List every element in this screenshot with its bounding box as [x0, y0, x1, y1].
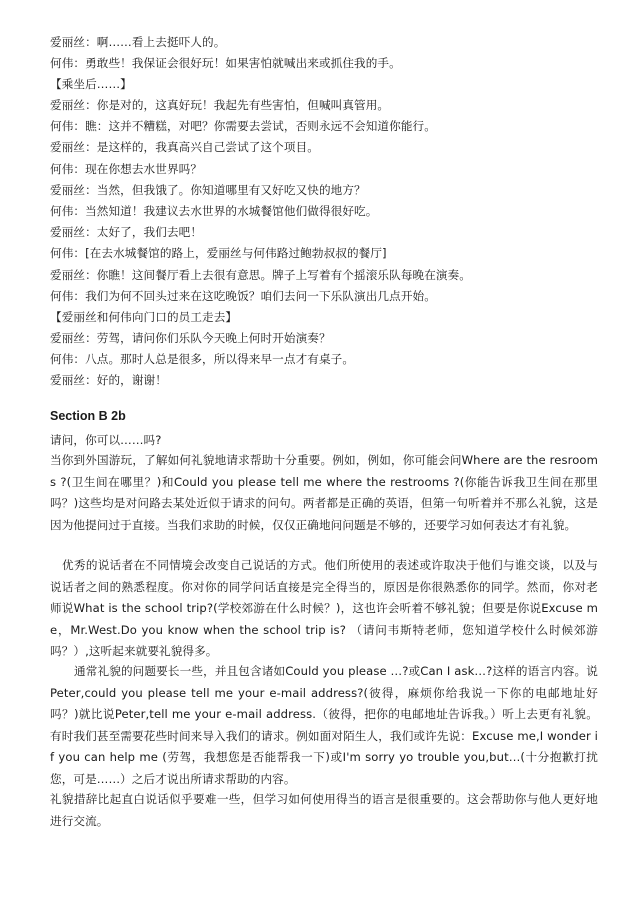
- stage-direction: 【乘坐后……】: [50, 77, 132, 91]
- paragraph: 当你到外国游玩，了解如何礼貌地请求帮助十分重要。例如，例如，你可能会问Where are the resrooms ?(卫生间在哪里？)和Could you please tell me where the restrooms ?(你能告诉我卫生间在那里吗？)这些均是对问路去某处近似于请求的问句。两者都是正确的英语，但第一句听着并不那么礼貌，这是因为他提问过于直接。当我们求助的时候，仅仅正确地问问题是不够的，还要学习如何表达才有礼貌。: [50, 453, 598, 532]
- paragraph: 通常礼貌的问题要长一些，并且包含诸如Could you please …?或Can I ask…?这样的语言内容。说Peter,could you please tell me your e-mail address?(彼得，麻烦你给我说一下你的电邮地址好吗？)就比说Peter,tell me your e-mail address.（彼得，把你的电邮地址告诉我。）听上去更有礼貌。有时我们甚至需要花些时间来导入我们的请求。例如面对陌生人，我们或许先说：Excuse me,I wonder if you can help me (劳驾，我想您是否能帮我一下)或I'm sorry yo trouble you,but…(十分抱歉打扰您，可是……）之后才说出所请求帮助的内容。: [50, 664, 598, 786]
- dialogue-line: 何伟：我们为何不回头过来在这吃晚饭？咱们去问一下乐队演出几点开始。: [50, 289, 436, 303]
- dialogue-line: 何伟：现在你想去水世界吗？: [50, 162, 203, 176]
- dialogue-line: 爱丽丝：是这样的，我真高兴自己尝试了这个项目。: [50, 140, 319, 154]
- dialogue-line: 爱丽丝：好的，谢谢！: [50, 373, 167, 387]
- dialogue-line: 爱丽丝：当然，但我饿了。你知道哪里有又好吃又快的地方？: [50, 183, 366, 197]
- dialogue-line: 爱丽丝：你是对的，这真好玩！我起先有些害怕，但喊叫真管用。: [50, 98, 390, 112]
- dialogue-line: 何伟：当然知道！我建议去水世界的水城餐馆他们做得很好吃。: [50, 204, 378, 218]
- paragraph: 优秀的说话者在不同情境会改变自己说话的方式。他们所使用的表述或许取决于他们与谁交谈，以及与说话者之间的熟悉程度。你对你的同学问话直接是完全得当的，原因是你很熟悉你的同学。然而，你对老师说What is the school trip?(学校郊游在什么时候？)，这也许会听着不够礼貌；但要是你说Excuse me，Mr.West.Do you know when the school trip is? （请问韦斯特老师，您知道学校什么时候郊游吗？）,这听起来就要礼貌得多。: [50, 558, 598, 659]
- section-heading: Section B 2b: [50, 409, 126, 423]
- dialogue-line: 何伟：瞧：这并不糟糕，对吧？你需要去尝试，否则永远不会知道你能行。: [50, 119, 436, 133]
- dialogue-line: 爱丽丝：你瞧！这间餐厅看上去很有意思。牌子上写着有个摇滚乐队每晚在演奏。: [50, 268, 471, 282]
- paragraph: 礼貌措辞比起直白说话似乎要难一些，但学习如何使用得当的语言是很重要的。这会帮助你与他人更好地进行交流。: [50, 792, 598, 828]
- section-subtitle: 请问，你可以……吗?: [50, 433, 162, 447]
- dialogue-line: 爱丽丝：啊……看上去挺吓人的。: [50, 35, 226, 49]
- stage-direction: 【爱丽丝和何伟向门口的员工走去】: [50, 310, 238, 324]
- dialogue-line: 何伟：八点。那时人总是很多，所以得来早一点才有桌子。: [50, 352, 355, 366]
- dialogue-line: 爱丽丝：太好了，我们去吧！: [50, 225, 203, 239]
- dialogue-line: 何伟：[在去水城餐馆的路上，爱丽丝与何伟路过鲍勃叔叔的餐厅]: [50, 246, 387, 260]
- dialogue-line: 何伟：勇敢些！我保证会很好玩！如果害怕就喊出来或抓住我的手。: [50, 56, 401, 70]
- dialogue-line: 爱丽丝：劳驾，请问你们乐队今天晚上何时开始演奏？: [50, 331, 331, 345]
